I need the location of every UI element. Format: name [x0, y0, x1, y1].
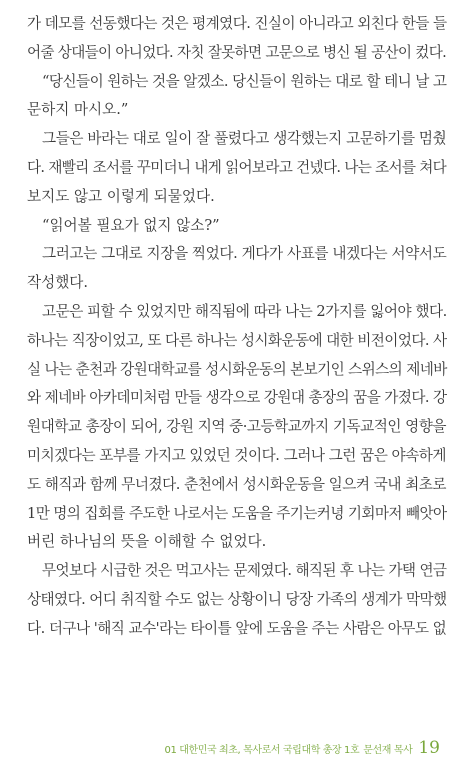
- body-text: [27, 10, 447, 644]
- text-line: 1만 명의 집회를 주도한 나로서는 도움을 주기는커녕 기회마저 빼앗아: [27, 504, 447, 522]
- text-line: 보지도 않고 이렇게 되물었다.: [27, 187, 215, 205]
- page-footer: [165, 738, 441, 762]
- text-line: 무엇보다 시급한 것은 먹고사는 문제였다. 해직된 후 나는 가택 연금: [42, 562, 447, 580]
- running-chapter-title: 01 대한민국 최초, 목사로서 국립대학 총장 1호: [164, 745, 360, 756]
- text-line: 미치겠다는 포부를 가지고 있었던 것이다. 그러나 그런 꿈은 야속하게: [27, 446, 447, 464]
- text-line: 그러고는 그대로 지장을 찍었다. 게다가 사표를 내겠다는 서약서도: [42, 245, 447, 263]
- text-line: 실 나는 춘천과 강원대학교를 성시화운동의 본보기인 스위스의 제네바: [27, 360, 447, 378]
- text-line: 어줄 상대들이 아니었다. 자칫 잘못하면 고문으로 병신 될 공산이 컸다.: [27, 43, 447, 61]
- text-line: 다. 더구나 '해직 교수'라는 타이틀 앞에 도움을 주는 사람은 아무도 없: [27, 619, 447, 637]
- text-line: “읽어볼 필요가 없지 않소?”: [42, 216, 220, 234]
- text-line: 다. 재빨리 조서를 꾸미더니 내게 읽어보라고 건넸다. 나는 조서를 쳐다: [27, 158, 447, 176]
- text-line: 와 제네바 아카데미처럼 만들 생각으로 강원대 총장의 꿈을 가졌다. 강: [27, 389, 447, 407]
- text-line: “당신들이 원하는 것을 알겠소. 당신들이 원하는 대로 할 테니 날 고: [42, 72, 447, 90]
- text-line: 도 해직과 함께 무너졌다. 춘천에서 성시화운동을 일으켜 국내 최초로: [27, 475, 447, 493]
- text-line: 원대학교 총장이 되어, 강원 지역 중·고등학교까지 기독교적인 영향을: [27, 418, 447, 436]
- page-number: 19: [418, 738, 440, 758]
- text-line: 상태였다. 어디 취직할 수도 없는 상황이니 당장 가족의 생계가 막막했: [27, 590, 447, 608]
- text-line: 작성했다.: [27, 274, 89, 292]
- text-line: 버린 하나님의 뜻을 이해할 수 없었다.: [27, 533, 267, 551]
- text-line: 하나는 직장이었고, 또 다른 하나는 성시화운동에 대한 비전이었다. 사: [27, 331, 447, 349]
- text-line: 고문은 피할 수 있었지만 해직됨에 따라 나는 2가지를 잃어야 했다.: [42, 302, 447, 320]
- running-author: 문선재 목사: [363, 745, 413, 756]
- text-line: 가 데모를 선동했다는 것은 평계였다. 진실이 아니라고 외친다 한들 들: [27, 15, 447, 32]
- text-line: 그들은 바라는 대로 일이 잘 풀렸다고 생각했는지 고문하기를 멈췄: [42, 130, 447, 148]
- text-line: 문하지 마시오.”: [27, 101, 129, 119]
